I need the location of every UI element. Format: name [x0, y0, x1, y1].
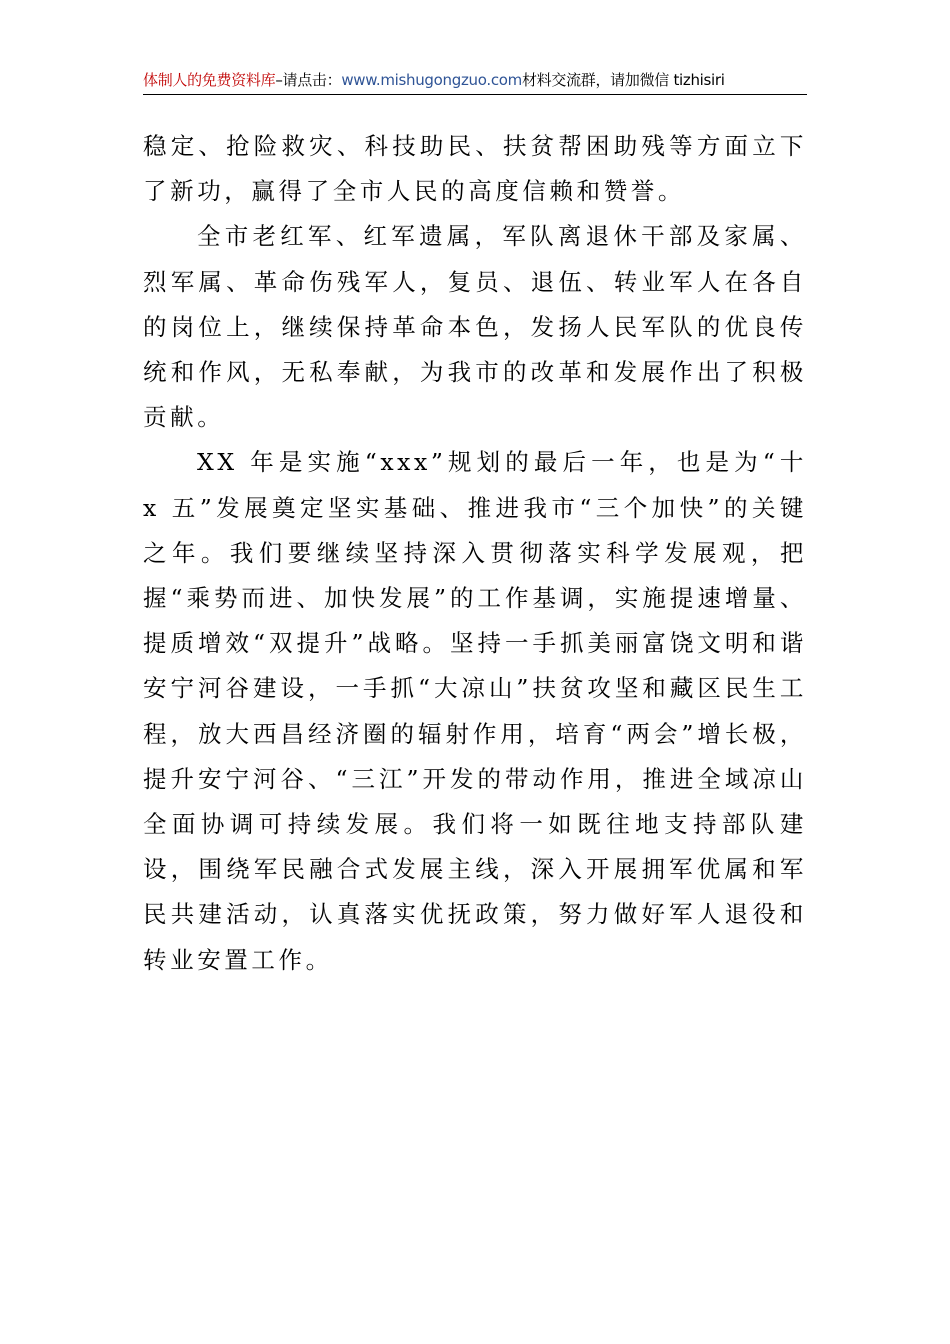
header-website-link[interactable]: www.mishugongzuo.com — [341, 71, 522, 89]
document-body — [143, 124, 807, 983]
body-paragraph: XX 年是实施“xxx”规划的最后一年，也是为“十 x 五”发展奠定坚实基础、推进我市“三个加快”的关键之年。我们要继续坚持深入贯彻落实科学发展观，把握“乘势而进、加快发展”的工作基调，实施提速增量、提质增效“双提升”战略。坚持一手抓美丽富饶文明和谐安宁河谷建设，一手抓“大凉山”扶贫攻坚和藏区民生工程，放大西昌经济圈的辐射作用，培育“两会”增长极，提升安宁河谷、“三江”开发的带动作用，推进全域凉山全面协调可持续发展。我们将一如既往地支持部队建设，围绕军民融合式发展主线，深入开展拥军优属和军民共建活动，认真落实优抚政策，努力做好军人退役和转业安置工作。 — [143, 448, 807, 974]
body-paragraph-continued: 稳定、抢险救灾、科技助民、扶贫帮困助残等方面立下了新功，赢得了全市人民的高度信赖和赞誉。 — [143, 132, 807, 206]
page-header — [143, 66, 807, 94]
header-wechat-note: 材料交流群，请加微信 tizhisiri — [521, 71, 725, 89]
body-paragraph: 全市老红军、红军遗属，军队离退休干部及家属、烈军属、革命伤残军人，复员、退伍、转业军人在各自的岗位上，继续保持革命本色，发扬人民军队的优良传统和作风，无私奉献，为我市的改革和发展作出了积极贡献。 — [143, 222, 807, 432]
header-click-prompt: –请点击： — [275, 71, 342, 89]
header-brand-text: 体制人的免费资料库 — [143, 71, 276, 89]
header-divider — [143, 94, 807, 95]
